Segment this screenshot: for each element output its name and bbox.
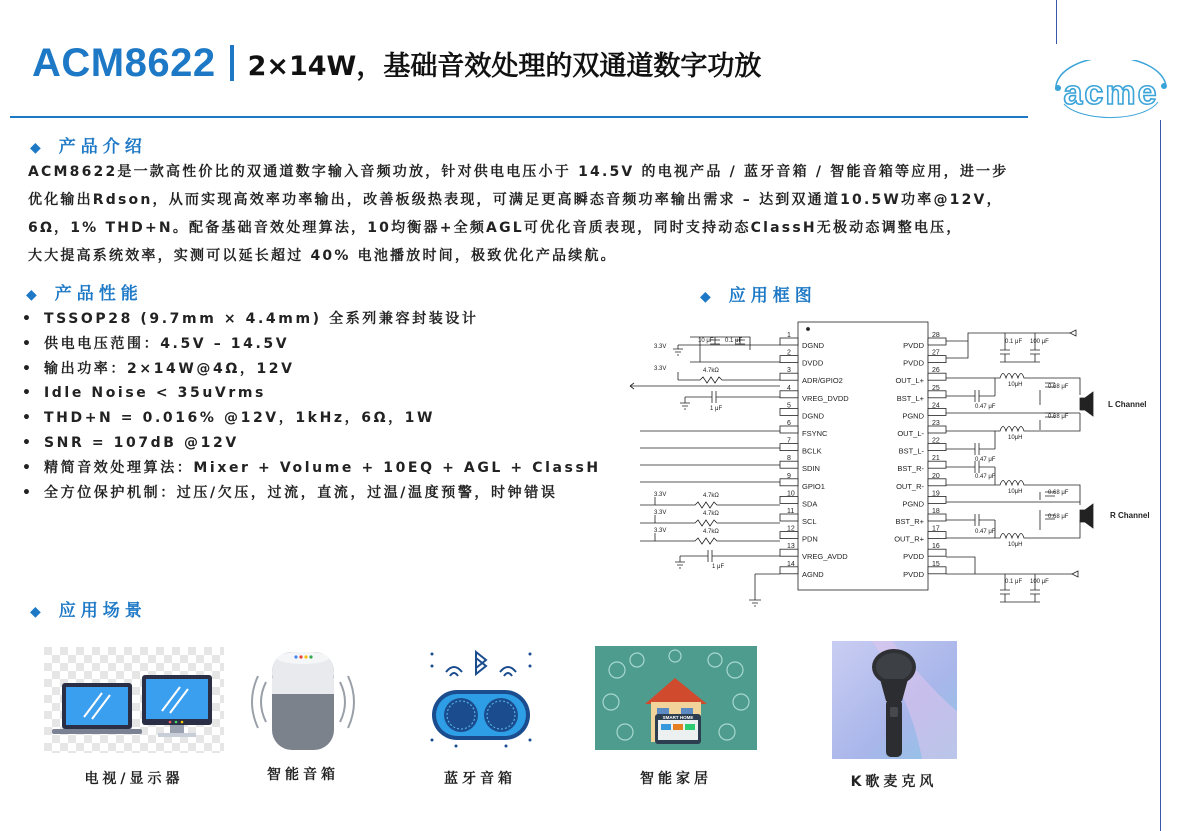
label-cap: 0.68 μF [1048, 514, 1069, 520]
pin-name: BST_R+ [895, 517, 924, 526]
pin-box-left [780, 496, 798, 503]
list-item: • 输出功率：2×14W@4Ω，12V [22, 360, 295, 377]
label-cap: 0.1 μF [1005, 579, 1023, 585]
label-resistor: 4.7kΩ [703, 493, 719, 499]
pin-name: DGND [802, 411, 825, 421]
bluetooth-speaker-image [426, 650, 536, 750]
label-cap: 0.47 μF [975, 529, 996, 535]
label-r-channel: R Channel [1110, 511, 1150, 520]
pin-name: OUT_L- [897, 429, 924, 438]
pin-name: BST_L- [898, 446, 924, 456]
list-item: • SNR = 107dB @12V [22, 434, 239, 451]
logo-text: acme [1063, 74, 1159, 112]
pin-box-right [928, 356, 946, 363]
pin-number: 7 [787, 437, 791, 445]
section-heading-apps: ◆ 应用场景 [30, 601, 147, 621]
pin-box-right [928, 532, 946, 539]
label-l-channel: L Channel [1108, 400, 1147, 409]
pin-name: BST_L+ [896, 393, 924, 403]
label-resistor: 4.7kΩ [703, 529, 719, 535]
pin-box-right [928, 514, 946, 521]
pin-name: PDN [802, 534, 818, 544]
label-inductor: 10μH [1008, 489, 1023, 495]
section-heading-intro: ◆ 产品介绍 [30, 137, 147, 157]
pin-box-left [780, 338, 798, 345]
label-3v3: 3.3V [654, 492, 667, 498]
pin-number: 4 [787, 384, 791, 392]
pin-number: 9 [787, 472, 791, 480]
label-inductor: 10μH [1008, 542, 1023, 548]
pin-name: OUT_R- [896, 481, 924, 491]
pin-number: 24 [932, 402, 940, 410]
title-subtitle: 2×14W，基础音效处理的双通道数字功放 [247, 50, 762, 82]
pin-name: PVDD [903, 569, 924, 579]
label-cap: 1 μF [710, 406, 723, 412]
pin-box-right [928, 444, 946, 451]
list-item: • 精简音效处理算法：Mixer + Volume + 10EQ + AGL + ClassH [22, 459, 601, 476]
label-resistor: 4.7kΩ [703, 511, 719, 517]
pin-name: BCLK [802, 446, 822, 456]
pin-box-right [928, 373, 946, 380]
pin-box-right [928, 549, 946, 556]
pin-name: PVDD [903, 358, 924, 368]
label-cap: 10 μF [698, 338, 714, 344]
pin-name: SDIN [802, 464, 820, 474]
label-cap: 0.47 μF [975, 457, 996, 463]
diamond-icon: ◆ [700, 289, 711, 305]
pin-box-right [928, 391, 946, 398]
pin-name: OUT_L+ [895, 376, 924, 386]
pin-box-right [928, 426, 946, 433]
pin-number: 25 [932, 384, 940, 392]
pin-name: SDA [802, 499, 818, 509]
karaoke-microphone-image [832, 641, 957, 759]
pin-number: 3 [787, 367, 791, 375]
label-3v3: 3.3V [654, 366, 667, 372]
label-cap: 0.47 μF [975, 474, 996, 480]
pin-number: 20 [932, 472, 940, 480]
pin-box-right [928, 338, 946, 345]
pin-box-left [780, 444, 798, 451]
smart-home-screen-text: SMART HOME [662, 715, 694, 720]
pin-name: SCL [802, 517, 817, 526]
pin-number: 28 [932, 332, 940, 339]
label-cap: 0.1 μF [725, 338, 743, 344]
pin-number: 19 [932, 490, 940, 498]
pin-number: 1 [787, 332, 791, 339]
app-label-smart-speaker: 智能音箱 [267, 767, 339, 783]
section-heading-block-diagram: ◆ 应用框图 [700, 286, 817, 306]
pin-number: 5 [787, 402, 791, 410]
pin-box-left [780, 426, 798, 433]
pin-number: 2 [787, 349, 791, 357]
pin-box-right [928, 408, 946, 415]
pin-box-left [780, 373, 798, 380]
pin-name: ADR/GPIO2 [802, 376, 843, 386]
label-3v3: 3.3V [654, 344, 667, 350]
pin-box-left [780, 408, 798, 415]
pin-number: 10 [787, 490, 795, 498]
list-item: • THD+N = 0.016% @12V，1kHz，6Ω，1W [22, 410, 436, 427]
pin-number: 14 [787, 560, 795, 568]
pin-number: 23 [932, 420, 940, 427]
list-item: • 供电电压范围：4.5V – 14.5V [22, 335, 290, 352]
intro-line: 优化输出Rdson，从而实现高效率功率输出，改善板级热表现，可满足更高瞬态音频功率输出需求 – 达到双通道10.5W功率@12V， [28, 192, 1003, 208]
pin-box-left [780, 567, 798, 574]
app-label-karaoke-mic: K歌麦克风 [850, 774, 938, 790]
pin-box-left [780, 479, 798, 486]
app-label-smart-home: 智能家居 [640, 771, 712, 787]
pin-name: FSYNC [802, 429, 828, 438]
label-cap: 100 μF [1030, 339, 1049, 345]
list-item: • TSSOP28 (9.7mm × 4.4mm) 全系列兼容封装设计 [22, 311, 479, 327]
pin-name: VREG_AVDD [802, 552, 848, 562]
pin-box-left [780, 461, 798, 468]
pin-box-right [928, 479, 946, 486]
label-inductor: 10μH [1008, 382, 1023, 388]
tv-monitor-image [44, 647, 224, 753]
pin-box-left [780, 356, 798, 363]
label-cap: 0.1 μF [1005, 339, 1023, 345]
smart-home-image [595, 646, 757, 750]
label-inductor: 10μH [1008, 435, 1023, 441]
pin-name: AGND [802, 569, 824, 579]
ic-pins [780, 332, 946, 579]
pin-name: PGND [902, 411, 924, 421]
label-resistor: 4.7kΩ [703, 368, 719, 374]
pin-number: 27 [932, 349, 940, 357]
pin-number: 15 [932, 560, 940, 568]
label-cap: 100 μF [1030, 579, 1049, 585]
section-heading-features: ◆ 产品性能 [26, 284, 143, 304]
pin-name: PGND [902, 499, 924, 509]
pin-name: DGND [802, 341, 825, 350]
smart-speaker-image [248, 644, 358, 756]
pin-box-left [780, 549, 798, 556]
pin-number: 18 [932, 508, 940, 515]
list-item: • Idle Noise < 35uVrms [22, 385, 266, 402]
pin-number: 11 [787, 508, 795, 515]
intro-line: 大大提高系统效率，实测可以延长超过 40% 电池播放时间，极致优化产品续航。 [28, 248, 617, 264]
label-cap: 0.47 μF [975, 404, 996, 410]
pin-box-left [780, 514, 798, 521]
pin-box-right [928, 496, 946, 503]
pin-box-right [928, 461, 946, 468]
app-label-tv: 电视/显示器 [84, 771, 184, 787]
label-3v3: 3.3V [654, 510, 667, 516]
diamond-icon: ◆ [26, 287, 37, 303]
intro-line: ACM8622是一款高性价比的双通道数字输入音频功放，针对供电电压小于 14.5V 的电视产品 / 蓝牙音箱 / 智能音箱等应用，进一步 [28, 164, 1009, 180]
pin-name: VREG_DVDD [802, 393, 849, 403]
diamond-icon: ◆ [30, 140, 41, 156]
pin-number: 21 [932, 455, 940, 463]
pin-number: 16 [932, 543, 940, 551]
label-3v3: 3.3V [654, 528, 667, 534]
pin-number: 13 [787, 543, 795, 551]
app-label-bluetooth-speaker: 蓝牙音箱 [444, 771, 516, 787]
pin-number: 22 [932, 437, 940, 445]
pin-name: PVDD [903, 552, 924, 562]
pin-name: BST_R- [897, 464, 924, 474]
pin-box-left [780, 532, 798, 539]
label-cap: 1 μF [712, 564, 725, 570]
pin-number: 26 [932, 367, 940, 375]
pin-box-left [780, 391, 798, 398]
label-cap: 0.68 μF [1048, 490, 1069, 496]
pin1-marker [807, 328, 810, 331]
pin-name: PVDD [903, 341, 924, 350]
label-cap: 0.68 μF [1048, 414, 1069, 420]
intro-line: 6Ω，1% THD+N。配备基础音效处理算法，10均衡器+全频AGL可优化音质表现，同时支持动态ClassH无极动态调整电压， [28, 220, 963, 236]
list-item: • 全方位保护机制：过压/欠压，过流，直流，过温/温度预警，时钟错误 [22, 484, 558, 501]
pin-name: DVDD [802, 358, 824, 368]
pin-name: OUT_R+ [894, 534, 924, 544]
pin-number: 6 [787, 420, 791, 427]
pin-box-right [928, 567, 946, 574]
schematic-labels [654, 338, 1150, 585]
pin-number: 8 [787, 455, 791, 463]
label-cap: 0.68 μF [1048, 384, 1069, 390]
pin-number: 12 [787, 525, 795, 533]
pin-number: 17 [932, 525, 940, 533]
title-model: ACM8622 [32, 40, 216, 85]
diamond-icon: ◆ [30, 604, 41, 620]
pin-name: GPIO1 [802, 481, 825, 491]
